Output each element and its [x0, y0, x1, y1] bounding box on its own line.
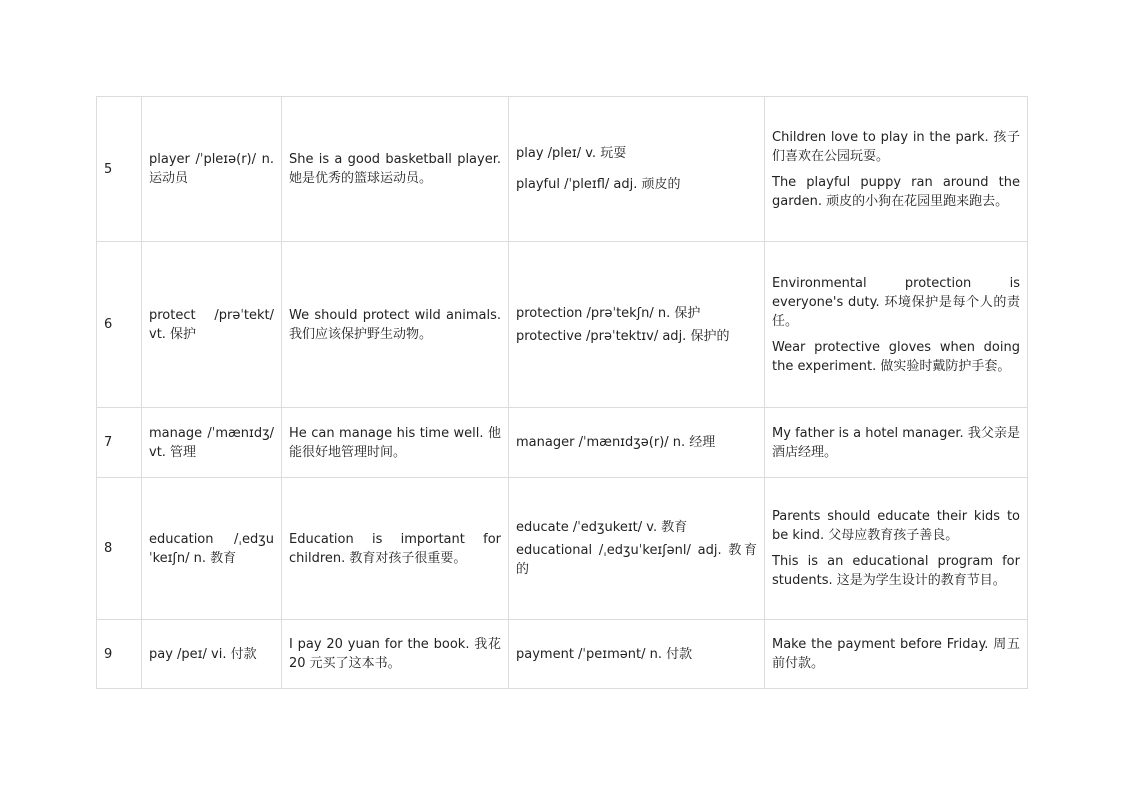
sentence-item: This is an educational program for students. 这是为学生设计的教育节目。 — [772, 554, 1020, 588]
derivative-item: protective /prəˈtektɪv/ adj. 保护的 — [516, 328, 730, 344]
derivatives-cell — [509, 408, 765, 478]
derivatives-cell — [509, 97, 765, 242]
table-row — [97, 408, 1028, 478]
sentence-item: Parents should educate their kids to be kind. 父母应教育孩子善良。 — [772, 509, 1020, 543]
derivatives-cell — [509, 242, 765, 408]
row-number: 5 — [97, 97, 142, 242]
word-cell: manage /ˈmænɪdʒ/ vt. 管理 — [142, 408, 282, 478]
table-row — [97, 478, 1028, 620]
sentences-cell — [765, 97, 1028, 242]
example-cell: I pay 20 yuan for the book. 我花 20 元买了这本书。 — [282, 620, 509, 689]
derivative-item: payment /ˈpeɪmənt/ n. 付款 — [516, 646, 693, 662]
row-number: 6 — [97, 242, 142, 408]
row-number: 8 — [97, 478, 142, 620]
derivatives-cell — [509, 478, 765, 620]
sentences-cell — [765, 408, 1028, 478]
table-row — [97, 620, 1028, 689]
word-cell: education /ˌedʒuˈkeɪʃn/ n. 教育 — [142, 478, 282, 620]
sentence-item: Make the payment before Friday. 周五前付款。 — [772, 637, 1020, 671]
sentence-item: Environmental protection is everyone's duty. 环境保护是每个人的责任。 — [772, 275, 1020, 329]
example-cell: She is a good basketball player. 她是优秀的篮球运动员。 — [282, 97, 509, 242]
example-cell: He can manage his time well. 他能很好地管理时间。 — [282, 408, 509, 478]
word-cell: player /ˈpleɪə(r)/ n. 运动员 — [142, 97, 282, 242]
sentence-item: The playful puppy ran around the garden. 顽皮的小狗在花园里跑来跑去。 — [772, 174, 1020, 209]
derivative-item: educational /ˌedʒuˈkeɪʃənl/ adj. 教育的 — [516, 543, 757, 577]
derivative-item: protection /prəˈtekʃn/ n. 保护 — [516, 305, 701, 321]
word-cell: pay /peɪ/ vi. 付款 — [142, 620, 282, 689]
word-cell: protect /prəˈtekt/ vt. 保护 — [142, 242, 282, 408]
vocabulary-table — [96, 96, 1028, 689]
example-cell: Education is important for children. 教育对孩子很重要。 — [282, 478, 509, 620]
table-row — [97, 97, 1028, 242]
derivatives-cell — [509, 620, 765, 689]
sentences-cell — [765, 242, 1028, 408]
sentences-cell — [765, 620, 1028, 689]
row-number: 7 — [97, 408, 142, 478]
derivative-item: manager /ˈmænɪdʒə(r)/ n. 经理 — [516, 435, 716, 450]
table-row — [97, 242, 1028, 408]
sentence-item: Children love to play in the park. 孩子们喜欢在公园玩耍。 — [772, 129, 1020, 164]
sentences-cell — [765, 478, 1028, 620]
sentence-item: My father is a hotel manager. 我父亲是酒店经理。 — [772, 425, 1020, 460]
sentence-item: Wear protective gloves when doing the experiment. 做实验时戴防护手套。 — [772, 339, 1020, 374]
derivative-item: playful /ˈpleɪfl/ adj. 顽皮的 — [516, 177, 681, 192]
example-cell: We should protect wild animals. 我们应该保护野生动物。 — [282, 242, 509, 408]
row-number: 9 — [97, 620, 142, 689]
derivative-item: educate /ˈedʒukeɪt/ v. 教育 — [516, 520, 688, 535]
derivative-item: play /pleɪ/ v. 玩耍 — [516, 146, 627, 161]
